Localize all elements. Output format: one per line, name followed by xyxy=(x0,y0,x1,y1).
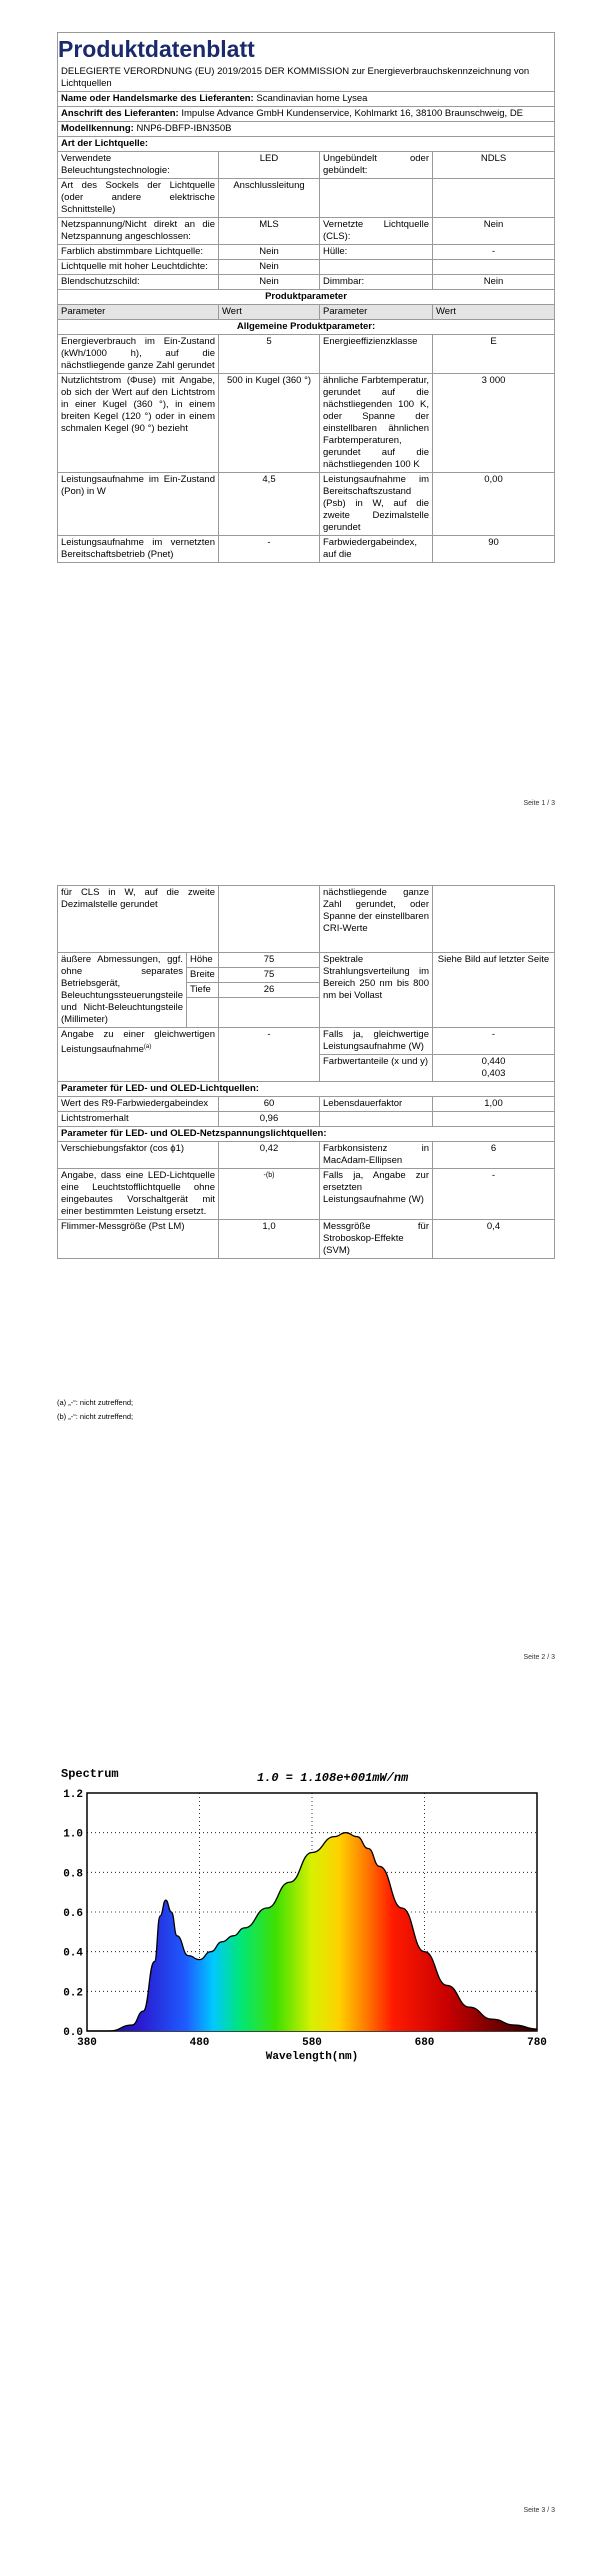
table-row: Nutzlichtstrom (Φuse) mit Angabe, ob sich der Wert auf den Lichtstrom in einer Kugel (360 °), in einem breiten Kegel (120 °) oder in einem schmalen Kegel (90 °) bezieht 500 in Kugel (360 °) ähnliche Farbtemperatur, gerundet auf die nächstliegenden 100 K, oder Spanne der einstellbaren ähnlichen Farbtemperaturen, gerundet auf die nächstliegenden 100 K 3 000 xyxy=(58,374,555,473)
product-params-heading: Produktparameter xyxy=(58,290,555,305)
light-type-heading: Art der Lichtquelle: xyxy=(58,137,555,152)
y-tick-label: 0.6 xyxy=(63,1908,83,1920)
table-row: Verschiebungsfaktor (cos ϕ1) 0,42 Farbkonsistenz in MacAdam-Ellipsen 6 xyxy=(58,1142,555,1169)
table-row: Blendschutzschild: Nein Dimmbar: Nein xyxy=(58,275,555,290)
table-row: Lichtquelle mit hoher Leuchtdichte: Nein xyxy=(58,260,555,275)
page-number: Seite 2 / 3 xyxy=(523,1654,555,1661)
table-row: für CLS in W, auf die zweite Dezimalstelle gerundet nächstliegende ganze Zahl gerundet, oder Spanne der einstellbaren CRI-Werte xyxy=(58,886,555,953)
x-tick-label: 480 xyxy=(189,2037,210,2049)
x-tick-label: 380 xyxy=(77,2037,97,2049)
datasheet-table-page2 xyxy=(57,885,555,1259)
table-row: Angabe, dass eine LED-Lichtquelle eine Leuchtstofflichtquelle ohne eingebautes Vorschaltgerät mit einer bestimmten Leistung ersetzt. -(b) Falls ja, Angabe zur ersetzten Leistungsaufnahme (W) - xyxy=(58,1169,555,1220)
x-tick-label: 680 xyxy=(414,2037,435,2049)
general-params-heading: Allgemeine Produktparameter: xyxy=(58,320,555,335)
table-row: Wert des R9-Farbwiedergabeindex 60 Lebensdauerfaktor 1,00 xyxy=(58,1097,555,1112)
table-row: Verwendete Beleuchtungstechnologie: LED Ungebündelt oder gebündelt: NDLS xyxy=(58,152,555,179)
supplier-name-row: Name oder Handelsmarke des Lieferanten: Scandinavian home Lysea xyxy=(58,92,555,107)
table-row: Lichtstromerhalt 0,96 xyxy=(58,1112,555,1127)
supplier-address-row: Anschrift des Lieferanten: Impulse Advance GmbH Kundenservice, Kohlmarkt 16, 38100 Braunschweig, DE xyxy=(58,107,555,122)
y-tick-label: 1.0 xyxy=(63,1828,83,1841)
table-row: Angabe zu einer gleichwertigen Leistungsaufnahme$^{(a)}$ - Falls ja, gleichwertige Leistungsaufnahme (W) - xyxy=(58,1028,555,1055)
page-title: Produktdatenblatt xyxy=(58,36,255,62)
footnote-a: (a) „-“: nicht zutreffend; xyxy=(57,1398,134,1407)
datasheet-table-page1 xyxy=(57,32,555,563)
chart-ylabel: Spectrum xyxy=(61,1767,119,1781)
chart-title: 1.0 = 1.108e+001mW/nm xyxy=(257,1771,409,1785)
mains-params-heading: Parameter für LED- und OLED-Netzspannungslichtquellen: xyxy=(58,1127,555,1142)
table-row: Flimmer-Messgröße (Pst LM) 1,0 Messgröße für Stroboskop-Effekte (SVM) 0,4 xyxy=(58,1220,555,1259)
x-tick-label: 780 xyxy=(527,2037,547,2049)
model-row: Modellkennung: NNP6-DBFP-IBN350B xyxy=(58,122,555,137)
footnote-b: (b) „-“: nicht zutreffend; xyxy=(57,1412,134,1421)
y-tick-label: 0.4 xyxy=(63,1947,83,1960)
x-tick-label: 580 xyxy=(302,2037,322,2049)
column-header-row: Parameter Wert Parameter Wert xyxy=(58,305,555,320)
chart-xlabel: Wavelength(nm) xyxy=(265,2051,359,2063)
table-row: Farblich abstimmbare Lichtquelle: Nein Hülle: - xyxy=(58,245,555,260)
table-row: Art des Sockels der Lichtquelle (oder andere elektrische Schnittstelle) Anschlussleitung xyxy=(58,179,555,218)
y-tick-label: 0.0 xyxy=(63,2027,83,2039)
spectrum-chart xyxy=(57,1763,547,2063)
table-row: Leistungsaufnahme im Ein-Zustand (Pon) in W 4,5 Leistungsaufnahme im Bereitschaftszustand (Psb) in W, auf die zweite Dezimalstelle gerundet 0,00 xyxy=(58,473,555,536)
regulation-subtitle: DELEGIERTE VERORDNUNG (EU) 2019/2015 DER KOMMISSION zur Energieverbrauchskennzeichnung von Lichtquellen xyxy=(58,65,555,92)
y-tick-label: 1.2 xyxy=(63,1789,83,1801)
dimensions-row: äußere Abmessungen, ggf. ohne separates Betriebsgerät, Beleuchtungssteuerungsteile und Nicht-Beleuchtungsteile (Millimeter) Höhe Breite Tiefe 75 75 26 Spektrale Strahlungsverteilung im Bereich 250 nm bis 800 nm bei Vollast Siehe Bild auf letzter Seite xyxy=(58,953,555,1028)
led-params-heading: Parameter für LED- und OLED-Lichtquellen: xyxy=(58,1082,555,1097)
page-number: Seite 3 / 3 xyxy=(523,2507,555,2514)
y-tick-label: 0.2 xyxy=(63,1987,83,2000)
table-row: Leistungsaufnahme im vernetzten Bereitschaftsbetrieb (Pnet) - Farbwiedergabeindex, auf die 90 xyxy=(58,536,555,563)
table-row: Farbwertanteile (x und y) 0,440 0,403 xyxy=(58,1055,555,1082)
page-number: Seite 1 / 3 xyxy=(523,800,555,807)
table-row: Energieverbrauch im Ein-Zustand (kWh/1000 h), auf die nächstliegende ganze Zahl gerundet 5 Energieeffizienzklasse E xyxy=(58,335,555,374)
table-row: Netzspannung/Nicht direkt an die Netzspannung angeschlossen: MLS Vernetzte Lichtquelle (CLS): Nein xyxy=(58,218,555,245)
y-tick-label: 0.8 xyxy=(63,1868,83,1881)
